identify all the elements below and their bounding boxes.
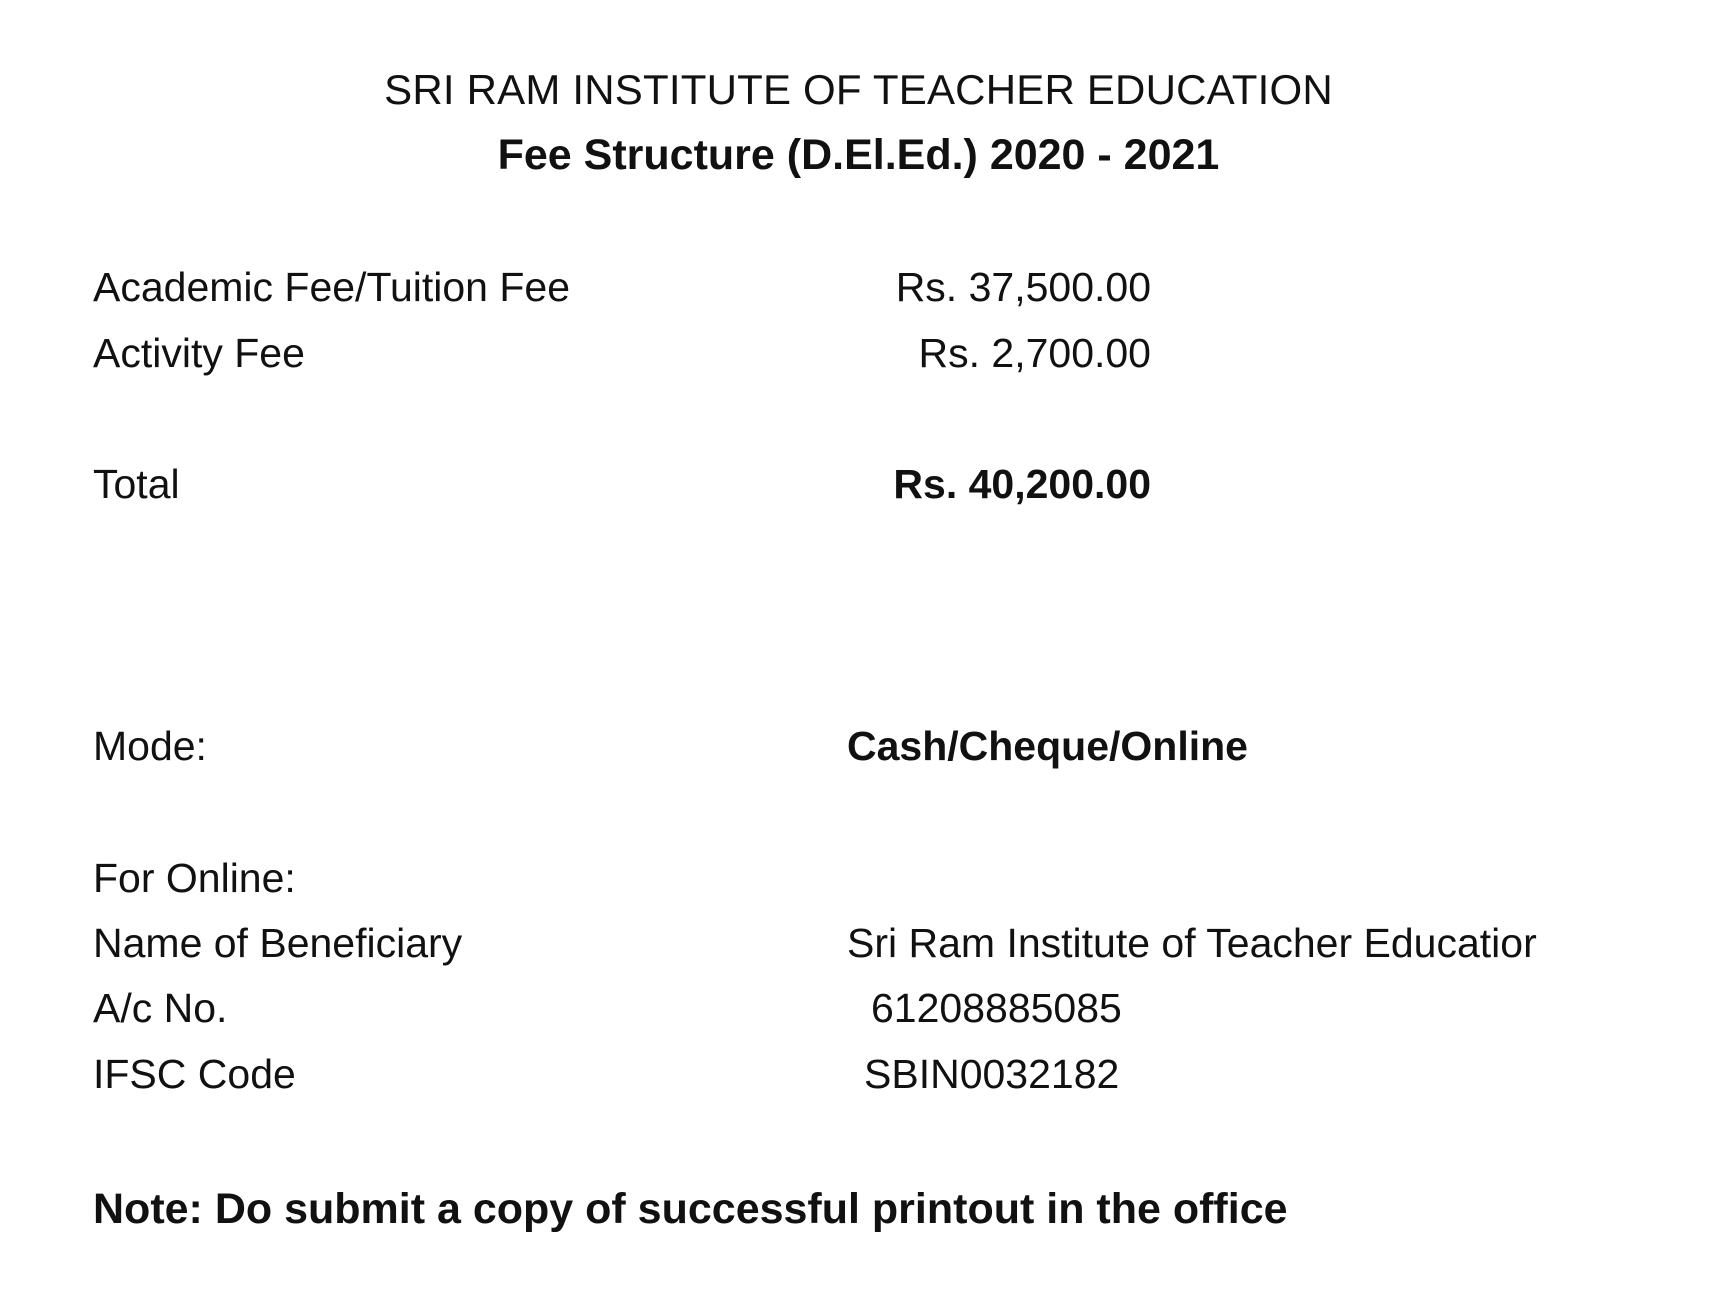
ifsc-code-value: SBIN0032182 [864,1051,1120,1097]
online-heading: For Online: [93,855,296,901]
account-number-value: 61208885085 [871,985,1122,1031]
total-amount: Rs. 40,200.00 [893,461,1151,507]
activity-fee-label: Activity Fee [93,330,305,376]
institute-name: SRI RAM INSTITUTE OF TEACHER EDUCATION [384,66,1333,113]
submission-note: Note: Do submit a copy of successful printout in the office [93,1185,1288,1233]
beneficiary-label: Name of Beneficiary [93,920,463,966]
academic-fee-amount: Rs. 37,500.00 [895,264,1151,310]
beneficiary-value: Sri Ram Institute of Teacher Educatior [847,920,1537,966]
mode-value: Cash/Cheque/Online [847,723,1248,769]
fee-structure-title: Fee Structure (D.El.Ed.) 2020 - 2021 [497,131,1220,179]
account-number-label: A/c No. [93,985,228,1031]
total-label: Total [93,461,180,507]
activity-fee-amount: Rs. 2,700.00 [918,330,1151,376]
mode-label: Mode: [93,723,207,769]
academic-fee-label: Academic Fee/Tuition Fee [93,264,571,310]
ifsc-code-label: IFSC Code [93,1051,296,1097]
